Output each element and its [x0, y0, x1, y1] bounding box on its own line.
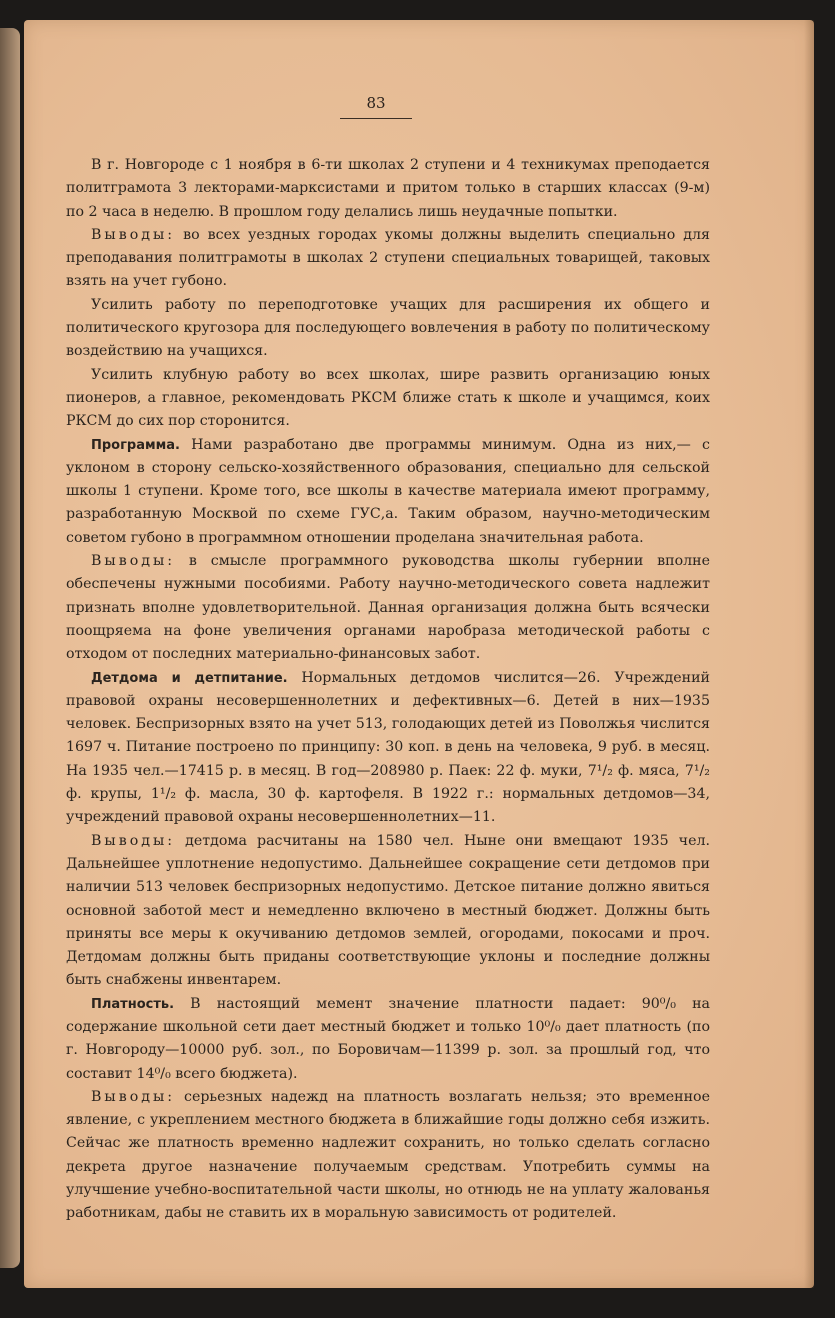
- paragraph: [66, 434, 710, 550]
- page-number: 83: [340, 94, 412, 119]
- adjacent-page-edge: [0, 28, 20, 1268]
- conclusion-lead: Выводы:: [91, 226, 176, 243]
- paragraph-text: Усилить клубную работу во всех школах, шире развить организацию юных пионеров, а главное, рекомендовать РКСМ ближе стать к школе и учащимся, коих РКСМ до сих пор сторонится.: [66, 366, 710, 430]
- paragraph-text: детдома расчитаны на 1580 чел. Ныне они вмещают 1935 чел. Дальнейшее уплотнение недопустимо. Дальнейшее сокращение сети детдомов при наличии 513 человек беспризорных недопустимо. Детское питание должно явиться основной заботой мест и немедленно включено в местный бюджет. Должны быть приняты все меры к окучиванию детдомов землей, огородами, покосами и проч. Детдомам должны быть приданы соответствующие уклоны и последние должны быть снабжены инвентарем.: [66, 832, 710, 989]
- paragraph: [66, 224, 710, 294]
- paragraph: [66, 1086, 710, 1226]
- paragraph-text: серьезных надежд на платность возлагать нельзя; это временное явление, с укреплением местного бюджета в ближайшие годы должно себя изжить. Сейчас же платность временно надлежит сохранить, но только сделать согласно декрета другое назначение получаемым средствам. Употребить суммы на улучшение учебно-воспитательной части школы, но отнюдь не на уплату жалованья работникам, дабы не ставить их в моральную зависимость от родителей.: [66, 1088, 710, 1222]
- paragraph-text: В г. Новгороде с 1 ноября в 6-ти школах 2 ступени и 4 техникумах преподается политграмота 3 лекторами-марксистами и притом только в старших классах (9-м) по 2 часа в неделю. В прошлом году делались лишь неудачные попытки.: [66, 157, 710, 220]
- section-heading: Детдома и детпитание.: [91, 670, 288, 686]
- paragraph: [66, 364, 710, 434]
- paragraph: [66, 294, 710, 364]
- paragraph: [66, 154, 710, 224]
- paragraph-text: в смысле программного руководства школы губернии вполне обеспечены нужными пособиями. Работу научно-методического совета надлежит признать вполне удовлетворительной. Данная организация должна быть всячески поощряема на фоне увеличения органами наробраза методической работы с отходом от последних материально-финансовых забот.: [66, 553, 710, 663]
- paragraph: [66, 667, 710, 830]
- paragraph-text: В настоящий мемент значение платности падает: 90⁰/₀ на содержание школьной сети дает местный бюджет и только 10⁰/₀ дает платность (по г. Новгороду—10000 руб. зол., по Боровичам—11399 р. зол. за прошлый год, что составит 14⁰/₀ всего бюджета).: [66, 995, 710, 1082]
- conclusion-lead: Выводы:: [91, 553, 176, 570]
- paragraph-text: во всех уездных городах укомы должны выделить специально для преподавания политграмоты в школах 2 ступени специальных товарищей, таковых взять на учет губоно.: [66, 226, 710, 290]
- section-heading: Программа.: [91, 437, 180, 453]
- conclusion-lead: Выводы:: [91, 832, 176, 849]
- paragraph-text: Нами разработано две программы минимум. Одна из них,— с уклоном в сторону сельско-хозяйственного образования, специально для сельской школы 1 ступени. Кроме того, все школы в качестве материала имеют программу, разработанную Москвой по схеме ГУС,а. Таким образом, научно-методическим советом губоно в программном отношении проделана значительная работа.: [66, 436, 710, 546]
- conclusion-lead: Выводы:: [91, 1088, 176, 1105]
- body-text: [66, 154, 710, 1226]
- paragraph: [66, 993, 710, 1086]
- paragraph: [66, 830, 710, 993]
- paragraph: [66, 550, 710, 666]
- paragraph-text: Усилить работу по переподготовке учащих для расширения их общего и политического кругозора для последующего вовлечения в работу по политическому воздействию на учащихся.: [66, 296, 710, 360]
- paragraph-text: Нормальных детдомов числится—26. Учреждений правовой охраны несовершеннолетних и дефективных—6. Детей в них—1935 человек. Беспризорных взято на учет 513, голодающих детей из Поволжья числится 1697 ч. Питание построено по принципу: 30 коп. в день на человека, 9 руб. в месяц. На 1935 чел.—17415 р. в месяц. В год—208980 р. Паек: 22 ф. муки, 7¹/₂ ф. мяса, 7¹/₂ ф. крупы, 1¹/₂ ф. масла, 30 ф. картофеля. В 1922 г.: нормальных детдомов—34, учреждений правовой охраны несовершеннолетних—11.: [66, 669, 710, 826]
- section-heading: Платность.: [91, 996, 175, 1012]
- page-edge-shadow: [804, 20, 814, 1288]
